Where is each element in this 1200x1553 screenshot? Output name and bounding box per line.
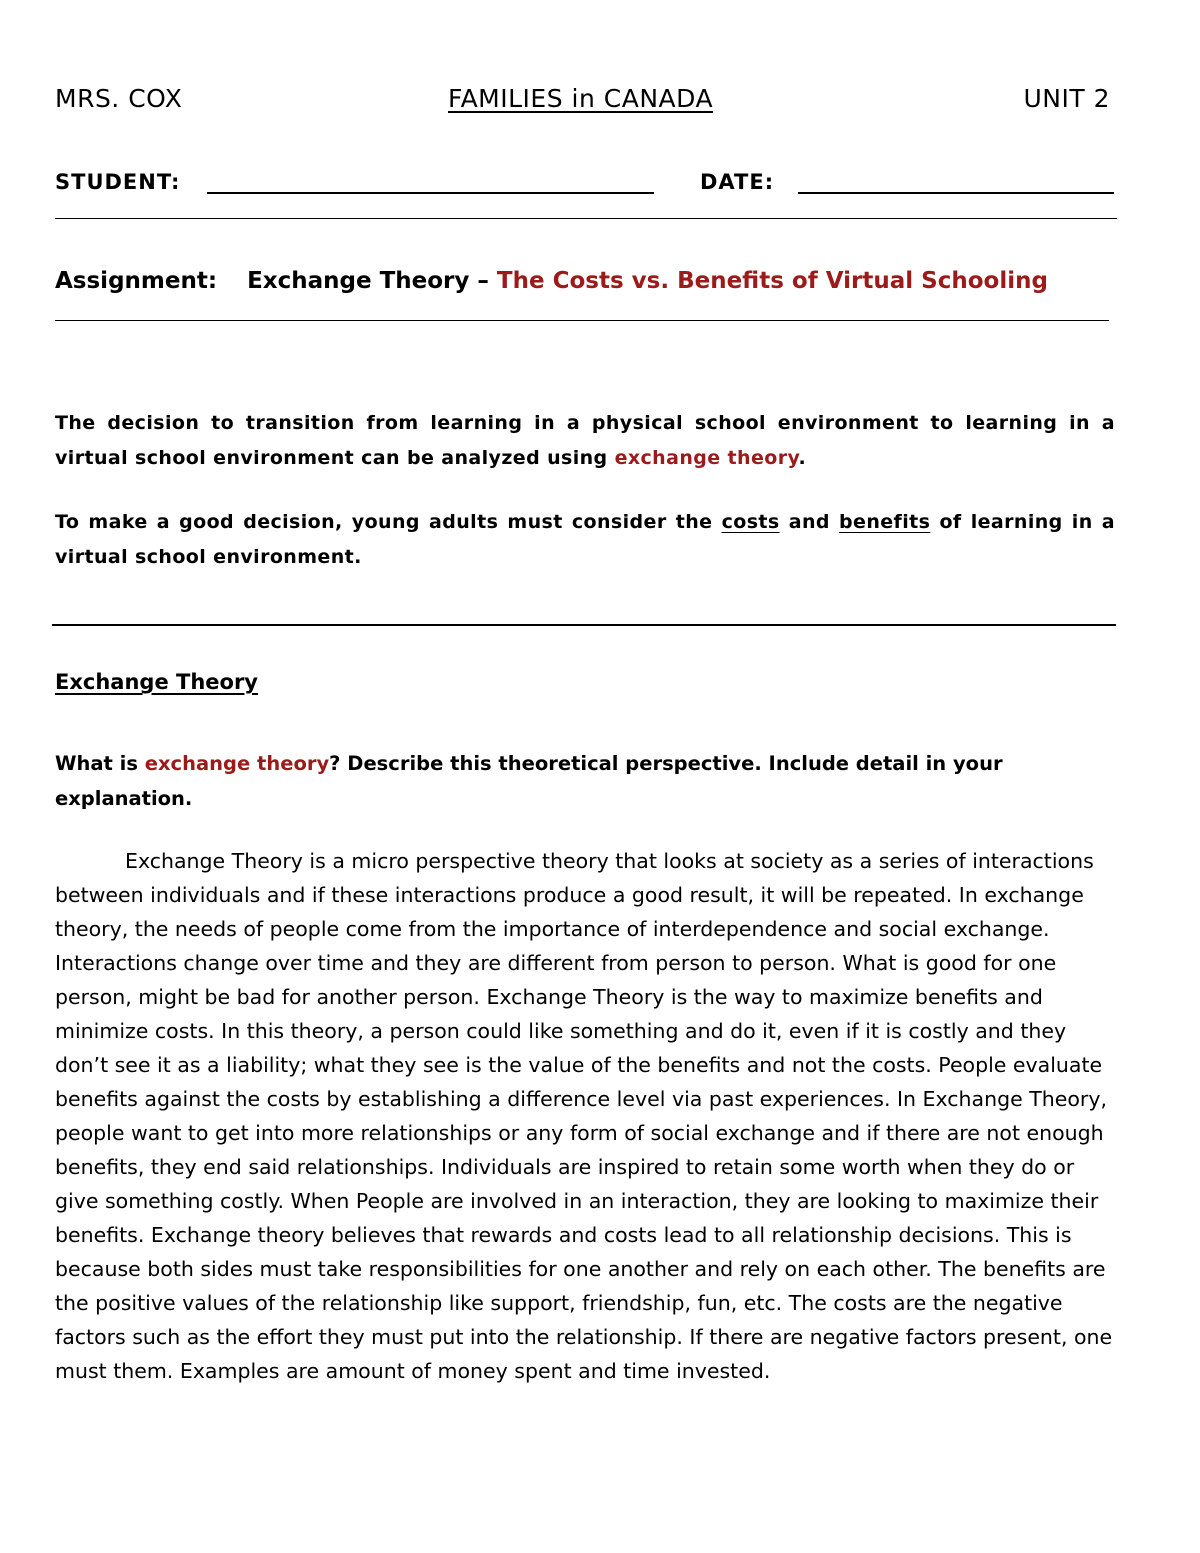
question-start: What is (55, 752, 145, 775)
intro-p1-end: . (798, 447, 807, 469)
intro-paragraph-1 (55, 406, 1115, 476)
student-label: STUDENT: (55, 170, 181, 194)
section-title: Exchange Theory (55, 670, 258, 694)
intro-p2-end: of learning in a virtual school environment. (55, 511, 1115, 568)
unit-label: UNIT 2 (1023, 84, 1110, 113)
intro-p2-costs: costs (721, 511, 780, 533)
header-divider (55, 218, 1117, 219)
intro-paragraph-2 (55, 505, 1115, 575)
date-blank[interactable] (798, 192, 1114, 194)
question-text (55, 746, 1115, 816)
student-name-blank[interactable] (207, 192, 654, 194)
assignment-topic: Exchange Theory – (247, 268, 489, 294)
course-title: FAMILIES in CANADA (448, 84, 714, 113)
question-term: exchange theory (144, 752, 330, 775)
assignment-divider (55, 320, 1109, 321)
answer-text: Exchange Theory is a micro perspective theory that looks at society as a series of interactions between individuals and if these interactions produce a good result, it will be repeated. In exchange theory, the needs of people come from the importance of interdependence and social exchange. Interactions change over time and they are different from person to person. What is good for one person, might be bad for another person. Exchange Theory is the way to maximize benefits and minimize costs. In this theory, a person could like something and do it, even if it is costly and they don’t see it as a liability; what they see is the value of the benefits and not the costs. People evaluate benefits against the costs by establishing a difference level via past experiences. In Exchange Theory, people want to get into more relationships or any form of social exchange and if there are not enough benefits, they end said relationships. Individuals are inspired to retain some worth when they do or give something costly. When People are involved in an interaction, they are looking to maximize their benefits. Exchange theory believes that rewards and costs lead to all relationship decisions. This is because both sides must take responsibilities for one another and rely on each other. The benefits are the positive values of the relationship like support, friendship, fun, etc. The costs are the negative factors such as the effort they must put into the relationship. If there are negative factors present, one must them. Examples are amount of money spent and time invested. (55, 849, 1113, 1383)
question-end: ? Describe this theoretical perspective. Include detail in your explanation. (55, 752, 1003, 810)
assignment-title: The Costs vs. Benefits of Virtual Schooling (496, 268, 1048, 294)
intro-p1-text: The decision to transition from learning in a physical school environment to learning in a virtual school environment can be analyzed using (55, 412, 1115, 469)
section-divider (52, 624, 1116, 626)
assignment-label: Assignment: (55, 268, 218, 294)
intro-p1-term: exchange theory (614, 447, 799, 469)
date-label: DATE: (700, 170, 775, 194)
intro-p2-start: To make a good decision, young adults must consider the (55, 511, 722, 533)
intro-p2-benefits: benefits (839, 511, 931, 533)
intro-p2-and: and (779, 511, 840, 533)
assignment-heading (55, 268, 1048, 294)
teacher-name: MRS. COX (55, 84, 183, 113)
